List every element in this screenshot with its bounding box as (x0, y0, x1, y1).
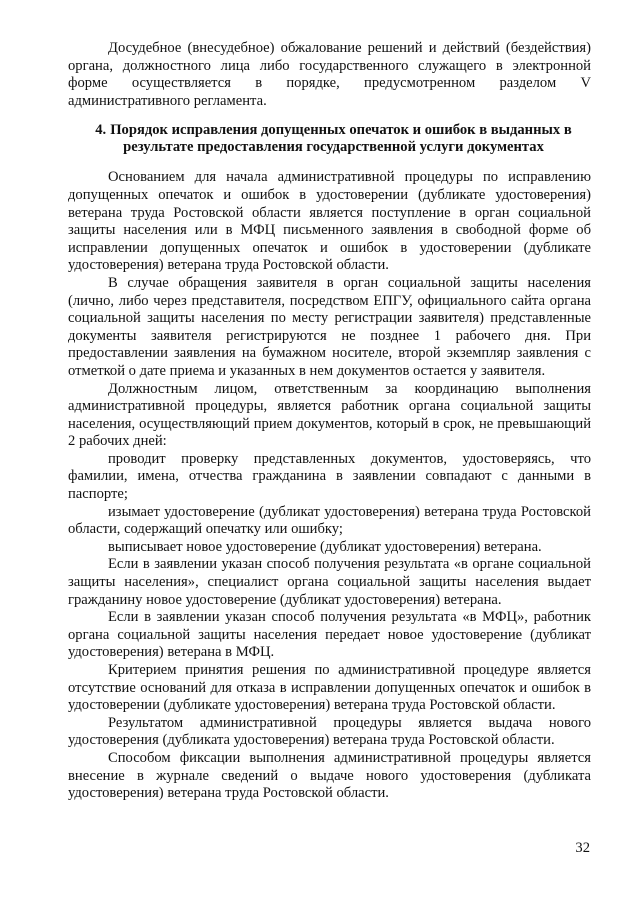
page-number: 32 (575, 840, 590, 856)
intro-paragraph: Досудебное (внесудебное) обжалование решений и действий (бездействия) органа, должностного лица либо государственного служащего в электронной форме осуществляется в порядке, предусмотренном разделом V административного регламента. (68, 40, 591, 109)
paragraph-responsible-person: Должностным лицом, ответственным за координацию выполнения административной процедуры, является работник органа социальной защиты населения, осуществляющий прием документов, который в срок, не превышающий 2 рабочих дней: (68, 380, 591, 450)
paragraph-registration: В случае обращения заявителя в орган социальной защиты населения (лично, либо через представителя, посредством ЕПГУ, официального сайта органа социальной защиты населения по месту регистрации заявителя) представленные документы заявителя регистрируются не позднее 1 рабочего дня. При предоставлении заявления на бумажном носителе, второй экземпляр заявления с отметкой о дате приема и указанных в нем документов остается у заявителя. (68, 274, 591, 379)
paragraph-decision-criterion: Критерием принятия решения по административной процедуре является отсутствие оснований для отказа в исправлении допущенных опечаток и ошибок в удостоверении (дубликате удостоверения) ветерана труда Ростовской области. (68, 662, 591, 714)
document-page (68, 40, 591, 803)
paragraph-receipt-mfc: Если в заявлении указан способ получения результата «в МФЦ», работник органа социальной защиты населения передает новое удостоверение (дубликат удостоверения) ветерана в МФЦ. (68, 609, 591, 661)
section-number: 4. (95, 122, 107, 139)
paragraph-result: Результатом административной процедуры является выдача нового удостоверения (дубликата удостоверения) ветерана труда Ростовской области. (68, 714, 591, 749)
paragraph-receipt-social-protection: Если в заявлении указан способ получения результата «в органе социальной защиты населения», специалист органа социальной защиты населения выдает гражданину новое удостоверение (дубликат удостоверения) ветерана. (68, 556, 591, 608)
paragraph-check-documents: проводит проверку представленных документов, удостоверяясь, что фамилии, имена, отчества гражданина в заявлении совпадают с данными в паспорте; (68, 450, 591, 503)
paragraph-fixation-method: Способом фиксации выполнения административной процедуры является внесение в журнале сведений о выдаче нового удостоверения (дубликата удостоверения) ветерана труда Ростовской области. (68, 749, 591, 802)
section-title: Порядок исправления допущенных опечаток и ошибок в выданных в результате предоставления государственной услуги документах (110, 122, 572, 156)
paragraph-basis: Основанием для начала административной процедуры по исправлению допущенных опечаток и ошибок в удостоверении (дубликате удостоверения) ветерана труда Ростовской области является поступление в орган социальной защиты населения или в МФЦ письменного заявления в свободной форме об исправлении допущенных опечаток и ошибок в удостоверении (дубликате удостоверения) ветерана труда Ростовской области. (68, 169, 591, 274)
paragraph-issue-new-certificate: выписывает новое удостоверение (дубликат удостоверения) ветерана. (108, 538, 542, 555)
paragraph-withdraw-certificate: изымает удостоверение (дубликат удостоверения) ветерана труда Ростовской области, содержащий опечатку или ошибку; (68, 503, 591, 538)
section-heading (68, 122, 591, 156)
